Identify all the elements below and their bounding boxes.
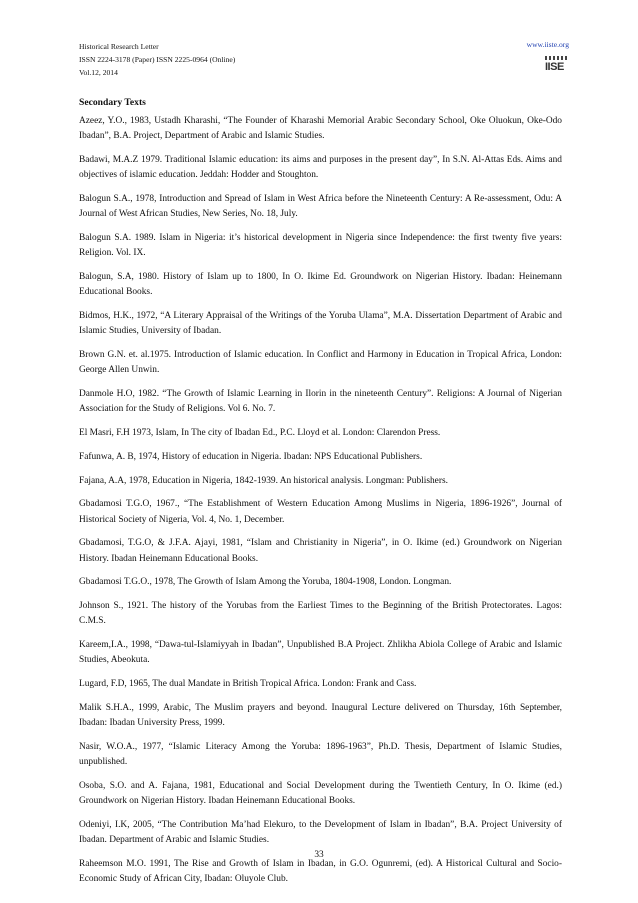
reference-item: Danmole H.O, 1982. “The Growth of Islamic Learning in Ilorin in the nineteenth Century”. Religions: A Journal of Nigerian Association for the Study of Religions. Vol 6. No. 7.	[79, 389, 562, 415]
reference-item: Balogun S.A., 1978, Introduction and Spread of Islam in West Africa before the Nineteenth Century: A Re-assessment, Odu: A Journal of West African Studies, New Series, No. 18, July.	[79, 194, 562, 220]
reference-item: Gbadamosi T.G.O, 1967., “The Establishment of Western Education Among Muslims in Nigeria, 1896-1926”, Journal of Historical Society of Nigeria, Vol. 4, No. 1, December.	[79, 499, 562, 525]
journal-name: Historical Research Letter	[79, 42, 159, 51]
website-link[interactable]: www.iiste.org	[526, 40, 569, 49]
reference-item: Brown G.N. et. al.1975. Introduction of Islamic education. In Conflict and Harmony in Education in Tropical Africa, London: George Allen Unwin.	[79, 350, 562, 376]
references-section	[79, 97, 562, 896]
reference-item: El Masri, F.H 1973, Islam, In The city of Ibadan Ed., P.C. Lloyd et al. London: Clarendon Press.	[79, 428, 441, 438]
reference-item: Gbadamosi T.G.O., 1978, The Growth of Islam Among the Yoruba, 1804-1908, London. Longman.	[79, 577, 452, 588]
iiste-logo	[545, 56, 567, 76]
reference-item: Raheemson M.O. 1991, The Rise and Growth of Islam in Ibadan, in G.O. Ogunremi, (ed). A Historical Cultural and Socio-Economic Study of African City, Ibadan: Oluyole Club.	[79, 858, 562, 885]
volume-line: Vol.12, 2014	[79, 68, 118, 77]
page-number: 33	[314, 850, 324, 860]
logo-text: IISE	[545, 61, 564, 73]
page-header	[79, 40, 569, 90]
reference-item: Badawi, M.A.Z 1979. Traditional Islamic education: its aims and purposes in the present day”, In S.N. Al-Attas Eds. Aims and objectives of islamic education. Jeddah: Hodder and Stoughton.	[79, 155, 562, 181]
reference-item: Johnson S., 1921. The history of the Yorubas from the Earliest Times to the Beginning of the British Protectorates. Lagos: C.M.S.	[79, 601, 562, 627]
reference-item: Fafunwa, A. B, 1974, History of education in Nigeria. Ibadan: NPS Educational Publishers.	[79, 451, 423, 462]
issn-line: ISSN 2224-3178 (Paper) ISSN 2225-0964 (Online)	[79, 55, 236, 64]
reference-item: Fajana, A.A, 1978, Education in Nigeria, 1842-1939. An historical analysis. Longman: Publishers.	[79, 475, 448, 486]
section-title: Secondary Texts	[79, 97, 146, 108]
reference-item: Azeez, Y.O., 1983, Ustadh Kharashi, “The Founder of Kharashi Memorial Arabic Secondary School, Oke Oluokun, Oke-Odo Ibadan”, B.A. Project, Department of Arabic and Islamic Studies.	[79, 116, 562, 142]
reference-item: Balogun S.A. 1989. Islam in Nigeria: it’s historical development in Nigeria since Independence: the first twenty five years: Religion. Vol. IX.	[79, 233, 562, 259]
reference-item: Malik S.H.A., 1999, Arabic, The Muslim prayers and beyond. Inaugural Lecture delivered on Thursday, 16th September, Ibadan: Ibadan University Press, 1999.	[79, 702, 562, 729]
reference-item: Odeniyi, I.K, 2005, “The Contribution Ma’had Elekuro, to the Development of Islam in Ibadan”, B.A. Project University of Ibadan. Department of Arabic and Islamic Studies.	[79, 819, 562, 846]
logo-bars-icon	[545, 56, 567, 60]
reference-item: Balogun, S.A, 1980. History of Islam up to 1800, In O. Ikime Ed. Groundwork on Nigerian History. Ibadan: Heinemann Educational Books.	[79, 272, 562, 298]
reference-item: Nasir, W.O.A., 1977, “Islamic Literacy Among the Yoruba: 1896-1963”, Ph.D. Thesis, Department of Islamic Studies, unpublished.	[79, 741, 562, 768]
reference-item: Osoba, S.O. and A. Fajana, 1981, Educational and Social Development during the Twentieth Century, In O. Ikime (ed.) Groundwork on Nigerian History. Ibadan Heinemann Educational Books.	[79, 780, 562, 807]
reference-item: Kareem,I.A., 1998, “Dawa-tul-Islamiyyah in Ibadan”, Unpublished B.A Project. Zhlikha Abiola College of Arabic and Islamic Studies, Abeokuta.	[79, 640, 562, 666]
reference-item: Bidmos, H.K., 1972, “A Literary Appraisal of the Writings of the Yoruba Ulama”, M.A. Dissertation Department of Arabic and Islamic Studies, University of Ibadan.	[79, 311, 562, 337]
reference-item: Lugard, F.D, 1965, The dual Mandate in British Tropical Africa. London: Frank and Cass.	[79, 679, 417, 690]
reference-item: Gbadamosi, T.G.O, & J.F.A. Ajayi, 1981, “Islam and Christianity in Nigeria”, in O. Ikime (ed.) Groundwork on Nigerian History. Ibadan Heinemann Educational Books.	[79, 538, 562, 564]
